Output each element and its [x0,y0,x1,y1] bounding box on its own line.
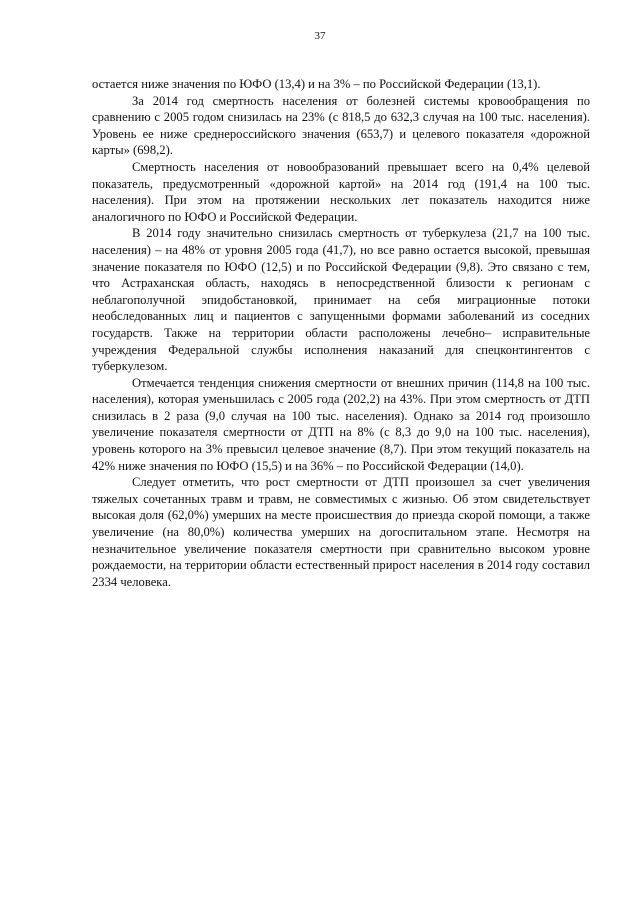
paragraph: Следует отметить, что рост смертности от ДТП произошел за счет увеличения тяжелых сочетанных травм и травм, не совместимых с жизнью. Об этом свидетельствует высокая доля (62,0%) умерших на месте происшествия до приезда скорой помощи, а также увеличение (на 80,0%) количества умерших на догоспитальном этапе. Несмотря на незначительное увеличение показателя смертности при сравнительно высоком уровне рождаемости, на территории области естественный прирост населения в 2014 году составил 2334 человека. [92,475,590,589]
paragraph: В 2014 году значительно снизилась смертность от туберкулеза (21,7 на 100 тыс. населения) – на 48% от уровня 2005 года (41,7), но все равно остается высокой, превышая значение показателя по ЮФО (12,5) и по Российской Федерации (9,8). Это связано с тем, что Астраханская область, находясь в непосредственной близости к регионам с неблагополучной эпидобстановкой, принимает на себя миграционные потоки необследованных лиц и пациентов с запущенными формами заболеваний из соседних государств. Также на территории области расположены лечебно– исправительные учреждения Федеральной службы исполнения наказаний для спецконтингентов с туберкулезом. [92,226,590,374]
paragraph: Отмечается тенденция снижения смертности от внешних причин (114,8 на 100 тыс. населения), которая уменьшилась с 2005 года (202,2) на 43%. При этом смертность от ДТП снизилась в 2 раза (9,0 случая на 100 тыс. населения). Однако за 2014 год произошло увеличение показателя смертности от ДТП на 8% (с 8,3 до 9,0 на 100 тыс. населения), уровень которого на 3% превысил целевое значение (8,7). При этом текущий показатель на 42% ниже значения по ЮФО (15,5) и на 36% – по Российской Федерации (14,0). [92,375,590,473]
body-text [92,76,590,590]
paragraph: Смертность населения от новообразований превышает всего на 0,4% целевой показатель, предусмотренный «дорожной картой» на 2014 год (191,4 на 100 тыс. населения). При этом на протяжении нескольких лет показатель находится ниже аналогичного по ЮФО и Российской Федерации. [92,159,590,224]
paragraph: За 2014 год смертность населения от болезней системы кровообращения по сравнению с 2005 годом снизилась на 23% (с 818,5 до 632,3 случая на 100 тыс. населения). Уровень ее ниже среднероссийского значения (653,7) и целевого показателя «дорожной карты» (698,2). [92,93,590,158]
paragraph: остается ниже значения по ЮФО (13,4) и на 3% – по Российской Федерации (13,1). [92,77,541,91]
page-number: 37 [314,30,326,42]
